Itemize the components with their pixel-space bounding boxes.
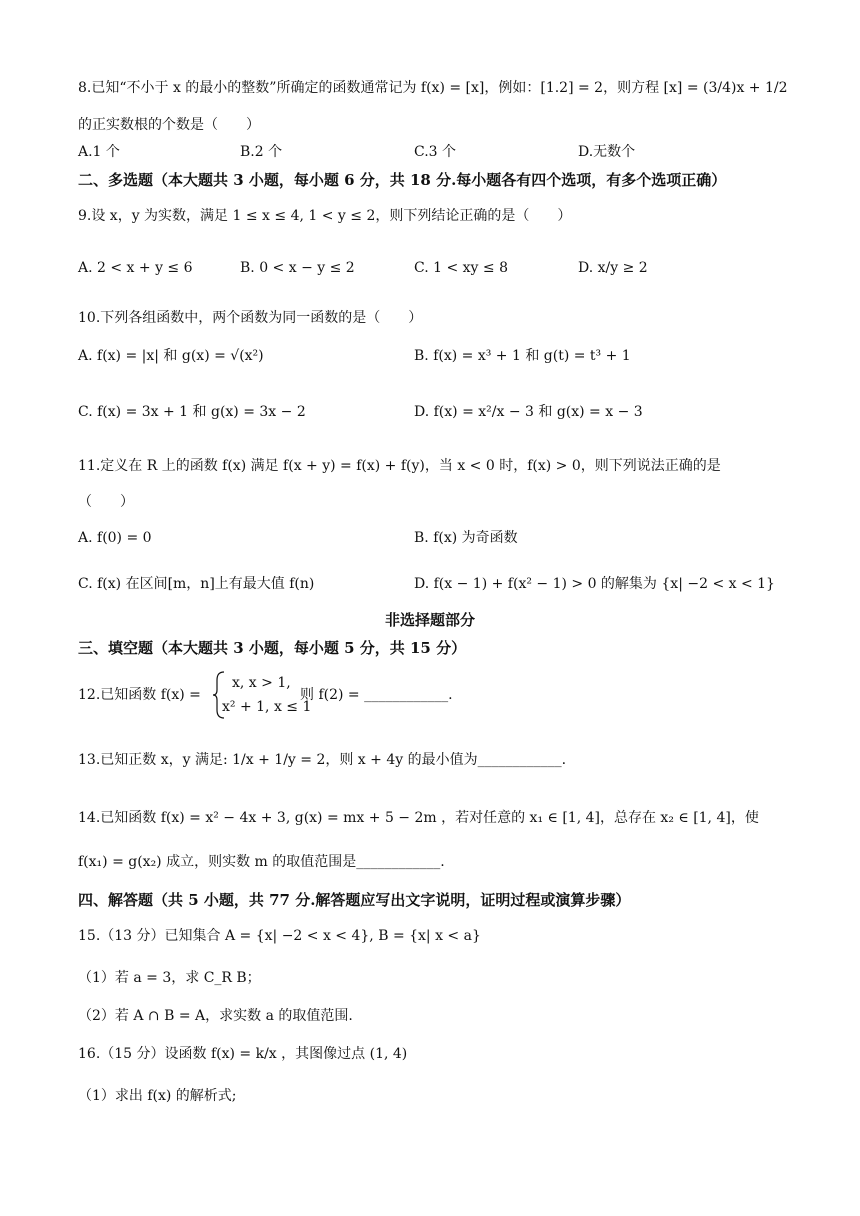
q12-suffix: 则 f(2) = ____________. bbox=[300, 687, 453, 703]
q9-option-c: C. 1 < xy ≤ 8 bbox=[414, 260, 508, 276]
q9-option-a: A. 2 < x + y ≤ 6 bbox=[78, 260, 193, 276]
q10-option-c: C. f(x) = 3x + 1 和 g(x) = 3x − 2 bbox=[78, 404, 306, 420]
q9-option-b: B. 0 < x − y ≤ 2 bbox=[240, 260, 355, 276]
q11-option-a: A. f(0) = 0 bbox=[78, 530, 152, 546]
q15-part1: （1）若 a = 3，求 C_R B； bbox=[78, 970, 261, 986]
part-title: 非选择题部分 bbox=[384, 611, 475, 629]
q10-stem: 10.下列各组函数中，两个函数为同一函数的是（ ） bbox=[78, 310, 423, 326]
q8-option-a: A.1 个 bbox=[78, 144, 120, 160]
q11-option-d: D. f(x − 1) + f(x² − 1) > 0 的解集为 {x| −2 < x < 1} bbox=[414, 576, 775, 592]
q9-option-d: D. x/y ≥ 2 bbox=[578, 260, 648, 276]
q14-stem-line1: 14.已知函数 f(x) = x² − 4x + 3, g(x) = mx + 5 − 2m ，若对任意的 x₁ ∈ [1, 4]，总存在 x₂ ∈ [1, 4]，使 bbox=[78, 810, 759, 826]
q11-option-b: B. f(x) 为奇函数 bbox=[414, 530, 518, 546]
q8-option-b: B.2 个 bbox=[240, 144, 283, 160]
q8-stem-line2: 的正实数根的个数是（ ） bbox=[78, 117, 260, 133]
q15-stem: 15.（13 分）已知集合 A = {x| −2 < x < 4}, B = {x| x < a} bbox=[78, 928, 481, 944]
q10-option-a: A. f(x) = |x| 和 g(x) = √(x²) bbox=[78, 348, 264, 364]
q12-prefix: 12.已知函数 f(x) = bbox=[78, 687, 201, 703]
section-solve-heading: 四、解答题（共 5 小题，共 77 分.解答题应写出文字说明，证明过程或演算步骤） bbox=[78, 891, 631, 909]
q14-stem-line2: f(x₁) = g(x₂) 成立，则实数 m 的取值范围是____________. bbox=[78, 854, 445, 870]
q11-stem-line1: 11.定义在 R 上的函数 f(x) 满足 f(x + y) = f(x) + f(y)，当 x < 0 时，f(x) > 0，则下列说法正确的是 bbox=[78, 458, 721, 474]
q15-part2: （2）若 A ∩ B = A，求实数 a 的取值范围. bbox=[78, 1008, 353, 1024]
q16-stem: 16.（15 分）设函数 f(x) = k/x ，其图像过点 (1, 4) bbox=[78, 1046, 408, 1062]
q9-stem: 9.设 x，y 为实数，满足 1 ≤ x ≤ 4, 1 < y ≤ 2，则下列结论正确的是（ ） bbox=[78, 208, 572, 224]
q13-stem: 13.已知正数 x，y 满足: 1/x + 1/y = 2，则 x + 4y 的最小值为____________. bbox=[78, 752, 567, 768]
q11-option-c: C. f(x) 在区间[m，n]上有最大值 f(n) bbox=[78, 576, 315, 592]
q12-case2: x² + 1, x ≤ 1 bbox=[222, 699, 312, 715]
section-multi-choice-heading: 二、多选题（本大题共 3 小题，每小题 6 分，共 18 分.每小题各有四个选项，有多个选项正确） bbox=[78, 171, 727, 189]
q8-option-c: C.3 个 bbox=[414, 144, 457, 160]
q10-option-d: D. f(x) = x²/x − 3 和 g(x) = x − 3 bbox=[414, 404, 643, 420]
section-fill-blank-heading: 三、填空题（本大题共 3 小题，每小题 5 分，共 15 分） bbox=[78, 639, 467, 657]
q10-option-b: B. f(x) = x³ + 1 和 g(t) = t³ + 1 bbox=[414, 348, 631, 364]
q12-case1: x, x > 1, bbox=[232, 675, 291, 691]
q8-option-d: D.无数个 bbox=[578, 144, 636, 160]
q16-part1: （1）求出 f(x) 的解析式; bbox=[78, 1088, 237, 1104]
q11-stem-line2: （ ） bbox=[78, 494, 134, 510]
q8-stem-line1: 8.已知“不小于 x 的最小的整数”所确定的函数通常记为 f(x) = [x]，例如：[1.2] = 2，则方程 [x] = (3/4)x + 1/2 bbox=[78, 80, 788, 96]
